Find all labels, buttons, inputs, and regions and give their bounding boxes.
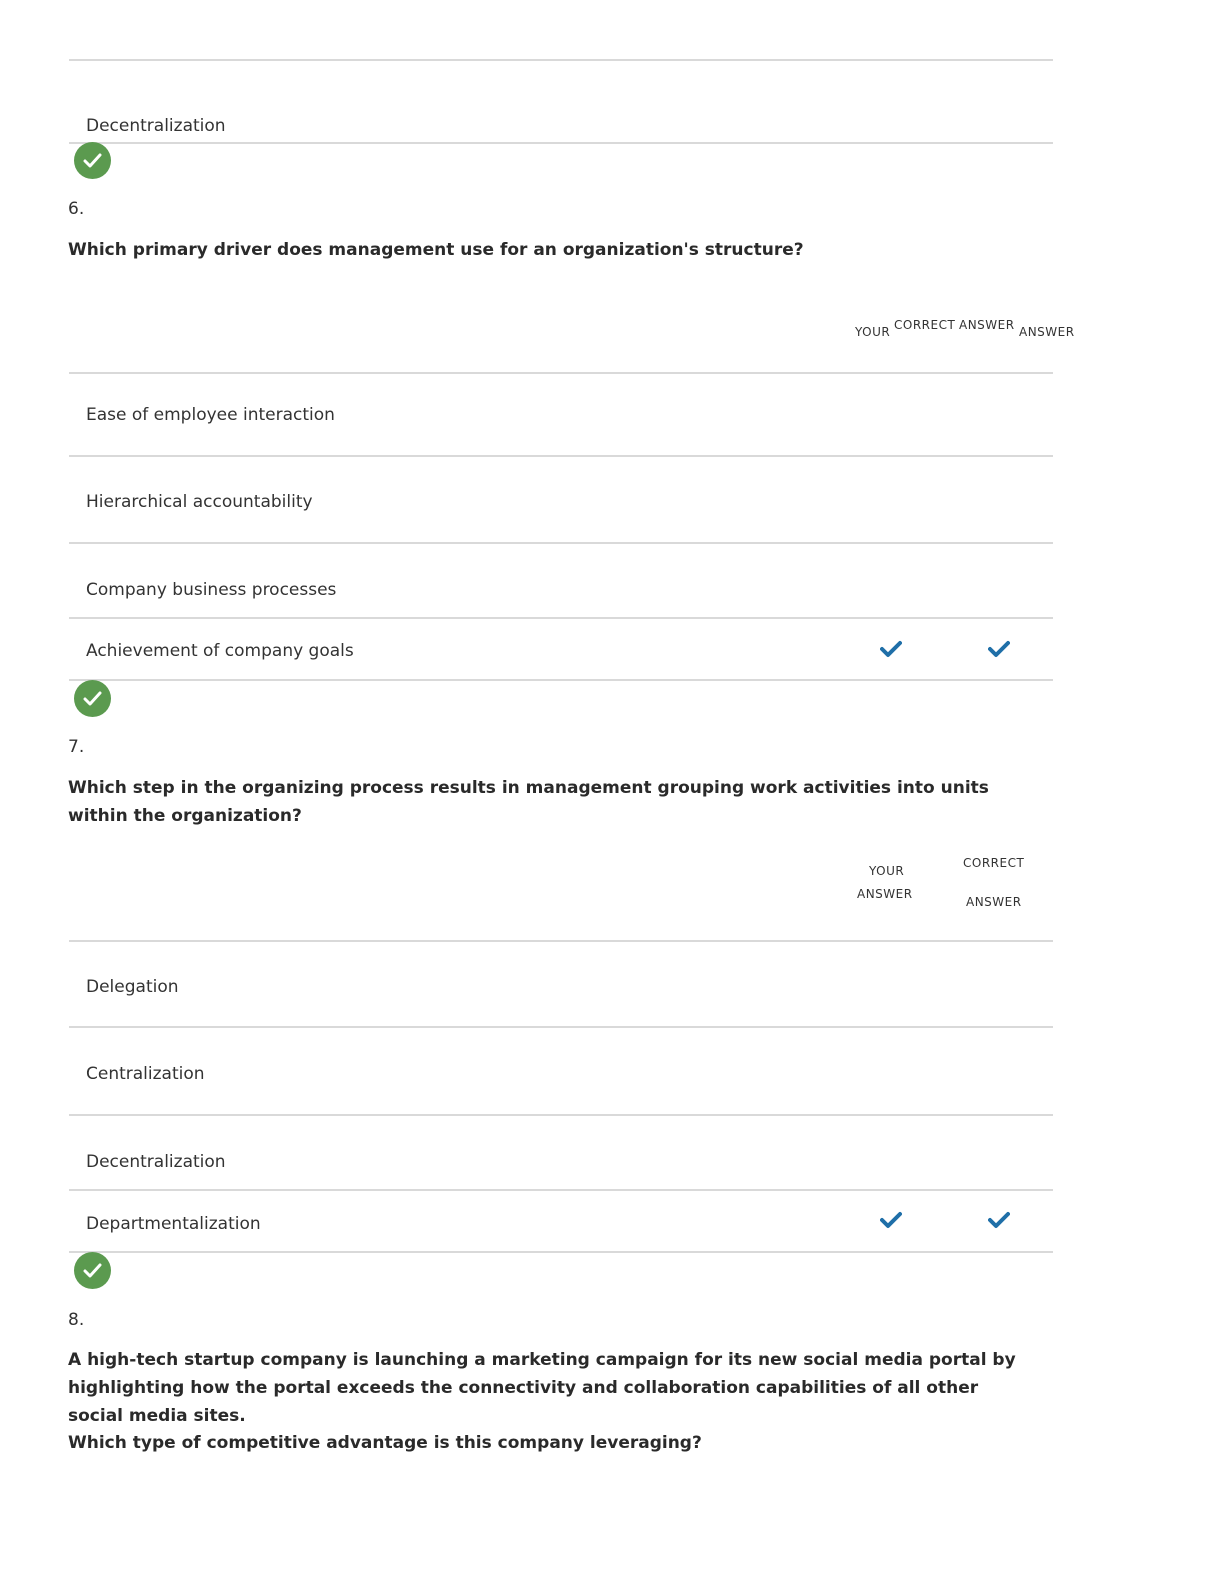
correct-answer-header: CORRECT — [963, 856, 1025, 870]
divider — [69, 455, 1053, 457]
option-label: Decentralization — [86, 116, 226, 136]
correct-answer-checkmark-icon — [988, 1211, 1010, 1229]
divider — [69, 1114, 1053, 1116]
your-answer-header: YOUR — [869, 864, 905, 878]
correct-check-circle-icon — [74, 142, 111, 179]
answer-header-label: ANSWER — [1019, 325, 1075, 339]
correct-answer-checkmark-icon — [988, 640, 1010, 658]
correct-check-circle-icon — [74, 680, 111, 717]
divider — [69, 372, 1053, 374]
question-number: 6. — [68, 199, 85, 219]
question-number: 7. — [68, 737, 85, 757]
divider — [69, 1251, 1053, 1253]
answer-option: Company business processes — [86, 580, 337, 600]
divider — [69, 1189, 1053, 1191]
your-answer-checkmark-icon — [880, 1211, 902, 1229]
divider — [69, 542, 1053, 544]
answer-option: Hierarchical accountability — [86, 492, 313, 512]
correct-answer-header: CORRECT — [894, 318, 956, 332]
question-text: A high-tech startup company is launching a marketing campaign for its new social media portal by highlighting how the portal exceeds the connectivity and collaboration capabilities of all other social media sites. — [68, 1350, 1016, 1426]
divider — [69, 59, 1053, 61]
answer-option: Departmentalization — [86, 1214, 261, 1234]
divider — [69, 1026, 1053, 1028]
question-prompt: Which type of competitive advantage is this company leveraging? — [68, 1433, 702, 1453]
question-number: 8. — [68, 1310, 85, 1330]
divider — [69, 679, 1053, 681]
divider — [69, 940, 1053, 942]
answer-header-label: ANSWER — [959, 318, 1015, 332]
your-answer-header: YOUR — [855, 325, 891, 339]
correct-answer-header: ANSWER — [966, 895, 1022, 909]
correct-check-circle-icon — [74, 1252, 111, 1289]
divider — [69, 142, 1053, 144]
answer-option: Decentralization — [86, 1152, 226, 1172]
answer-option: Ease of employee interaction — [86, 405, 335, 425]
question-text: Which step in the organizing process results in management grouping work activities into units within the organization? — [68, 778, 989, 826]
your-answer-header: ANSWER — [857, 887, 913, 901]
your-answer-checkmark-icon — [880, 640, 902, 658]
divider — [69, 617, 1053, 619]
answer-option: Delegation — [86, 977, 179, 997]
answer-option: Centralization — [86, 1064, 205, 1084]
answer-option: Achievement of company goals — [86, 641, 354, 661]
question-text: Which primary driver does management use for an organization's structure? — [68, 240, 804, 260]
